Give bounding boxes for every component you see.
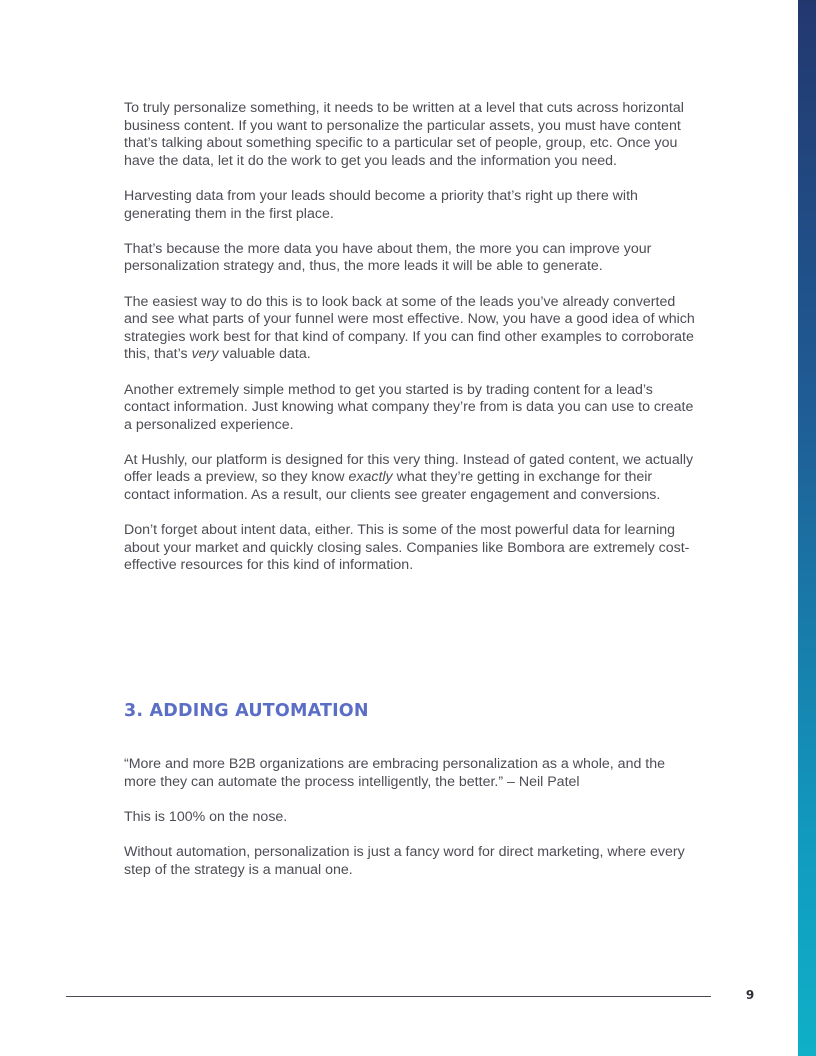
page-number: 9 [745, 988, 755, 1002]
paragraph-harvesting-data: Harvesting data from your leads should become a priority that’s right up there with generating them in the first place. [124, 187, 638, 222]
emphasis-very: very [191, 346, 219, 363]
paragraph-hushly [124, 452, 696, 505]
emphasis-exactly: exactly [348, 469, 393, 486]
section-heading: 3. ADDING AUTOMATION [124, 701, 369, 721]
decorative-side-bar [798, 0, 816, 1056]
section-adding-automation [124, 700, 696, 897]
paragraph-intent-data: Don’t forget about intent data, either. This is some of the most powerful data for learning about your market and quickly closing sales. Companies like Bombora are extremely cost-effective resources for this kind of information. [124, 522, 690, 574]
footer-divider [66, 996, 711, 997]
paragraph-easiest-way [124, 294, 696, 364]
paragraph-easiest-way-text: The easiest way to do this is to look back at some of the leads you’ve already converted and see what parts of your funnel were most effective. Now, you have a good idea of which strategies work best for that kind of company. If you can find other examples to corroborate this, that’s [124, 293, 695, 363]
paragraph-without-automation: Without automation, personalization is just a fancy word for direct marketing, where every step of the strategy is a manual one. [124, 843, 685, 878]
paragraph-more-data: That’s because the more data you have about them, the more you can improve your personalization strategy and, thus, the more leads it will be able to generate. [124, 240, 652, 275]
paragraph-simple-method: Another extremely simple method to get you started is by trading content for a lead’s contact information. Just knowing what company they’re from is data you can use to create a personalized experience. [124, 381, 694, 433]
paragraph-neil-patel-quote: “More and more B2B organizations are embracing personalization as a whole, and the more they can automate the process intelligently, the better.” – Neil Patel [124, 756, 666, 790]
paragraph-easiest-way-end: valuable data. [218, 346, 311, 363]
paragraph-personalize: To truly personalize something, it needs to be written at a level that cuts across horizontal business content. If you want to personalize the particular assets, you must have content that’s talking about something specific to a particular set of people, group, etc. Once you have the data, let it do the work to get you leads and the information you need. [124, 100, 684, 169]
paragraph-on-the-nose: This is 100% on the nose. [124, 808, 288, 825]
paragraph-hushly-text: At Hushly, our platform is designed for this very thing. Instead of gated content, we actually offer leads a preview, so they know [124, 451, 694, 486]
body-text [124, 100, 696, 593]
paragraph-hushly-end: what they’re getting in exchange for their contact information. As a result, our clients see greater engagement and conversions. [124, 469, 661, 504]
